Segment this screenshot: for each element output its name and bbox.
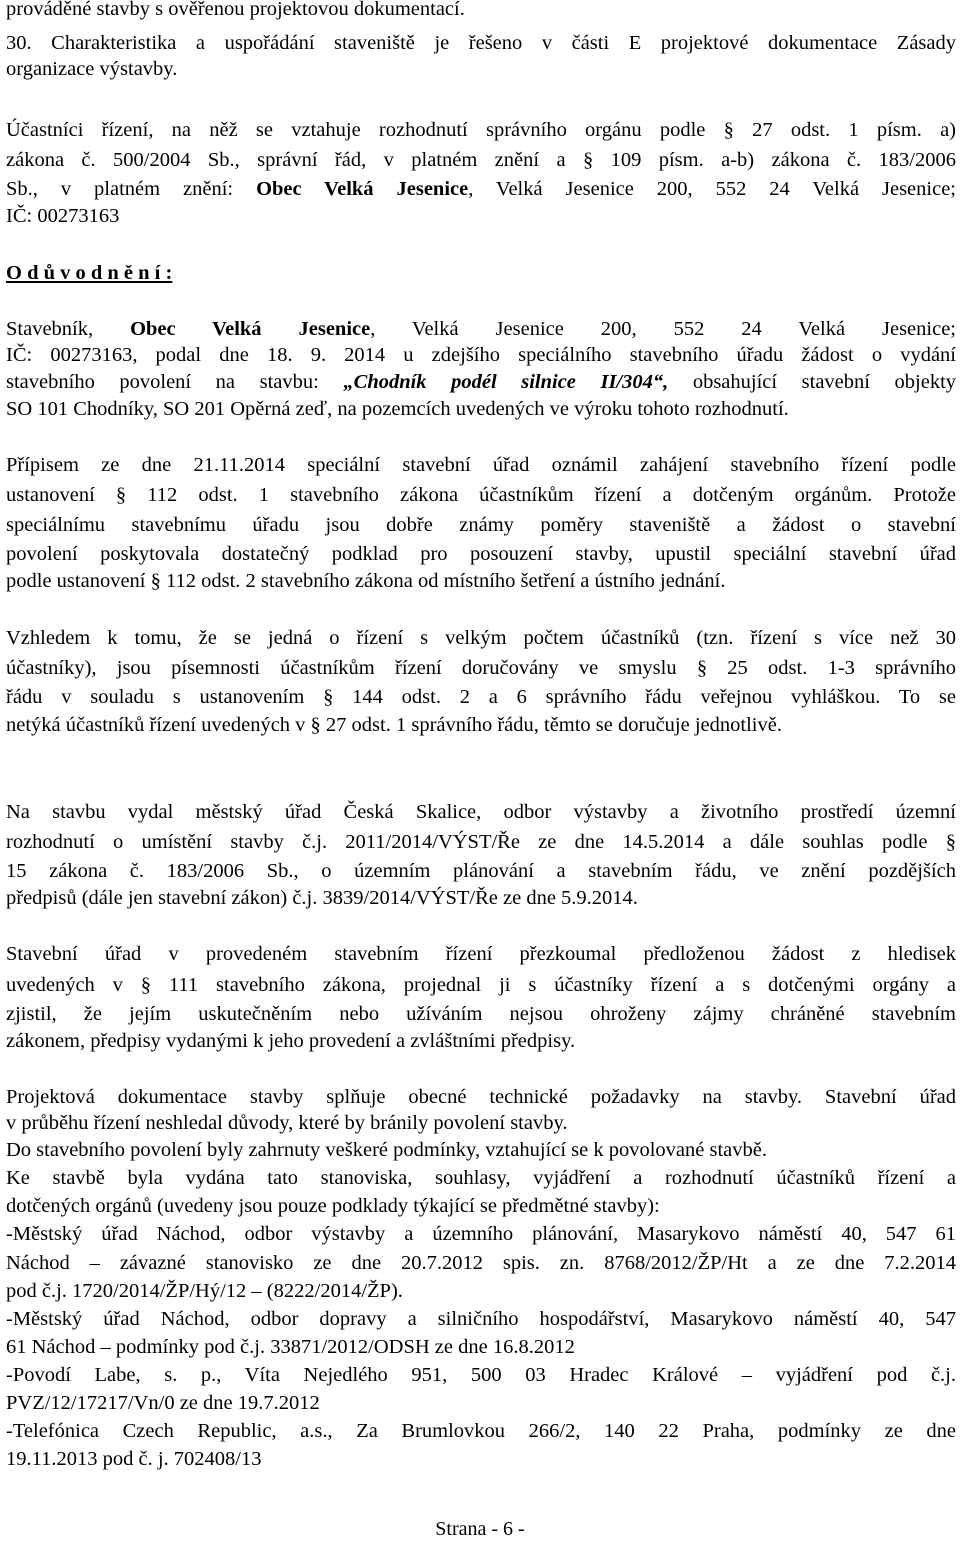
text-line xyxy=(6,176,956,202)
text-line: organizace výstavby. xyxy=(6,58,178,80)
text-line: speciálnímu stavebnímu úřadu jsou dobře známy poměry staveniště a žádost o stavební xyxy=(6,514,956,536)
section-heading: O d ů v o d n ě n í : xyxy=(6,262,173,284)
text-line: dotčených orgánů (uvedeny jsou pouze podklady týkající se předmětné stavby): xyxy=(6,1195,660,1217)
text-line: Ke stavbě byla vydána tato stanoviska, souhlasy, vyjádření a rozhodnutí účastníků řízení a xyxy=(6,1167,956,1189)
list-item: -Městský úřad Náchod, odbor dopravy a silničního hospodářství, Masarykovo náměstí 40, 547 xyxy=(6,1308,956,1330)
text-line: zjistil, že jejím uskutečněním nebo užíváním nejsou ohroženy zájmy chráněné stavebním xyxy=(6,1003,956,1025)
text-line: prováděné stavby s ověřenou projektovou dokumentací. xyxy=(6,0,465,20)
list-item: 19.11.2013 pod č. j. 702408/13 xyxy=(6,1448,262,1470)
text-line: povolení poskytovala dostatečný podklad pro posouzení stavby, upustil speciální stavební úřad xyxy=(6,543,956,565)
page-number: Strana - 6 - xyxy=(435,1518,525,1540)
text-run: obsahující stavební objekty xyxy=(668,371,957,393)
text-line: Do stavebního povolení byly zahrnuty veškeré podmínky, vztahující se k povolované stavbě. xyxy=(6,1139,767,1161)
party-name: Obec Velká Jesenice xyxy=(130,318,371,340)
list-item: 61 Náchod – podmínky pod č.j. 33871/2012/ODSH ze dne 16.8.2012 xyxy=(6,1336,575,1358)
text-line: Přípisem ze dne 21.11.2014 speciální stavební úřad oznámil zahájení stavebního řízení podle xyxy=(6,454,956,476)
text-line: uvedených v § 111 stavebního zákona, projednal ji s účastníky řízení a s dotčenými orgány a xyxy=(6,974,956,996)
text-line: IČ: 00273163 xyxy=(6,205,120,227)
text-line: podle ustanovení § 112 odst. 2 stavebního zákona od místního šetření a ústního jednání. xyxy=(6,570,726,592)
text-line: SO 101 Chodníky, SO 201 Opěrná zeď, na pozemcích uvedených ve výroku tohoto rozhodnutí. xyxy=(6,398,789,420)
construction-name: „Chodník podél silnice II/304“, xyxy=(343,371,669,393)
text-run: Stavebník, xyxy=(6,318,131,340)
text-line: v průběhu řízení neshledal důvody, které by bránily povolení stavby. xyxy=(6,1112,568,1134)
list-item: -Telefónica Czech Republic, a.s., Za Brumlovkou 266/2, 140 22 Praha, podmínky ze dne xyxy=(6,1420,956,1442)
text-line: účastníky), jsou písemnosti účastníkům řízení doručovány ve smyslu § 25 odst. 1-3 správního xyxy=(6,657,956,679)
list-item: -Povodí Labe, s. p., Víta Nejedlého 951, 500 03 Hradec Králové – vyjádření pod č.j. xyxy=(6,1364,956,1386)
text-line: IČ: 00273163, podal dne 18. 9. 2014 u zdejšího speciálního stavebního úřadu žádost o vydání xyxy=(6,344,956,366)
list-item: -Městský úřad Náchod, odbor výstavby a územního plánování, Masarykovo náměstí 40, 547 61 xyxy=(6,1223,956,1245)
text-line: ustanovení § 112 odst. 1 stavebního zákona účastníkům řízení a dotčeným orgánům. Protože xyxy=(6,484,956,506)
list-item: Náchod – závazné stanovisko ze dne 20.7.2012 spis. zn. 8768/2012/ŽP/Ht a ze dne 7.2.2014 xyxy=(6,1252,956,1274)
list-item: PVZ/12/17217/Vn/0 ze dne 19.7.2012 xyxy=(6,1392,320,1414)
text-line: Vzhledem k tomu, že se jedná o řízení s velkým počtem účastníků (tzn. řízení s více než 30 xyxy=(6,627,956,649)
text-run: stavebního povolení na stavbu: xyxy=(6,371,344,393)
text-line xyxy=(6,316,956,342)
text-run: , Velká Jesenice 200, 552 24 Velká Jesenice; xyxy=(468,178,956,200)
party-name: Obec Velká Jesenice xyxy=(256,178,469,200)
text-line: Účastníci řízení, na něž se vztahuje rozhodnutí správního orgánu podle § 27 odst. 1 písm. a) xyxy=(6,119,956,141)
text-line: Projektová dokumentace stavby splňuje obecné technické požadavky na stavby. Stavební úřad xyxy=(6,1086,956,1108)
text-line: zákonem, předpisy vydanými k jeho provedení a zvláštními předpisy. xyxy=(6,1030,576,1052)
text-line: rozhodnutí o umístění stavby č.j. 2011/2014/VÝST/Ře ze dne 14.5.2014 a dále souhlas podle § xyxy=(6,831,956,853)
list-item: pod č.j. 1720/2014/ŽP/Hý/12 – (8222/2014/ŽP). xyxy=(6,1280,403,1302)
text-line: řádu v souladu s ustanovením § 144 odst. 2 a 6 správního řádu veřejnou vyhláškou. To se xyxy=(6,686,956,708)
text-run: , Velká Jesenice 200, 552 24 Velká Jesenice; xyxy=(370,318,956,340)
text-line: Stavební úřad v provedeném stavebním řízení přezkoumal předloženou žádost z hledisek xyxy=(6,943,956,965)
text-line: 15 zákona č. 183/2006 Sb., o územním plánování a stavebním řádu, ve znění pozdějších xyxy=(6,860,956,882)
text-line: Na stavbu vydal městský úřad Česká Skalice, odbor výstavby a životního prostředí územní xyxy=(6,801,956,823)
text-line: předpisů (dále jen stavební zákon) č.j. 3839/2014/VÝST/Ře ze dne 5.9.2014. xyxy=(6,887,638,909)
text-line: 30. Charakteristika a uspořádání staveniště je řešeno v části E projektové dokumentace Zásady xyxy=(6,32,956,54)
text-line xyxy=(6,369,956,395)
text-line: netýká účastníků řízení uvedených v § 27 odst. 1 správního řádu, těmto se doručuje jednotlivě. xyxy=(6,714,782,736)
text-run: Sb., v platném znění: xyxy=(6,178,257,200)
text-line: zákona č. 500/2004 Sb., správní řád, v platném znění a § 109 písm. a-b) zákona č. 183/2006 xyxy=(6,149,956,171)
